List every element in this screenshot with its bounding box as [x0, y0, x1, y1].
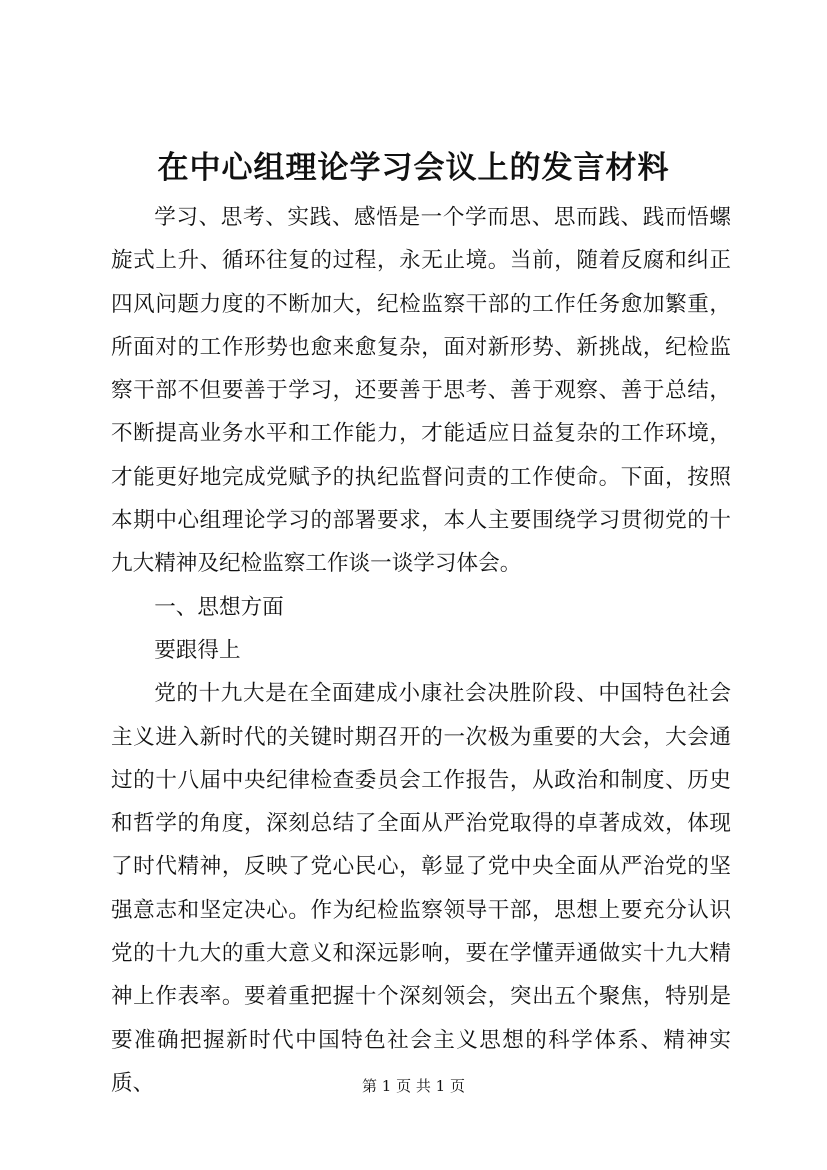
document-title: 在中心组理论学习会议上的发言材料: [157, 150, 670, 186]
section-heading: 一、思想方面: [154, 594, 284, 620]
document-body: [111, 196, 731, 1105]
intro-paragraph: 学习、思考、实践、感悟是一个学而思、思而践、践而悟螺旋式上升、循环往复的过程，永无止境。当前，随着反腐和纠正四风问题力度的不断加大，纪检监察干部的工作任务愈加繁重，所面对的工作形势也愈来愈复杂，面对新形势、新挑战，纪检监察干部不但要善于学习，还要善于思考、善于观察、善于总结，不断提高业务水平和工作能力，才能适应日益复杂的工作环境，才能更好地完成党赋予的执纪监督问责的工作使命。下面，按照本期中心组理论学习的部署要求，本人主要围绕学习贯彻党的十九大精神及纪检监察工作谈一谈学习体会。: [111, 205, 731, 577]
subsection-heading: 要跟得上: [154, 637, 241, 663]
page-footer: 第 1 页 共 1 页: [362, 1077, 465, 1095]
body-paragraph: 党的十九大是在全面建成小康社会决胜阶段、中国特色社会主义进入新时代的关键时期召开的一次极为重要的大会，大会通过的十八届中央纪律检查委员会工作报告，从政治和制度、历史和哲学的角度，深刻总结了全面从严治党取得的卓著成效，体现了时代精神，反映了党心民心，彰显了党中央全面从严治党的坚强意志和坚定决心。作为纪检监察领导干部，思想上要充分认识党的十九大的重大意义和深远影响，要在学懂弄通做实十九大精神上作表率。要着重把握十个深刻领会，突出五个聚焦，特别是要准确把握新时代中国特色社会主义思想的科学体系、精神实质、: [111, 681, 731, 1096]
